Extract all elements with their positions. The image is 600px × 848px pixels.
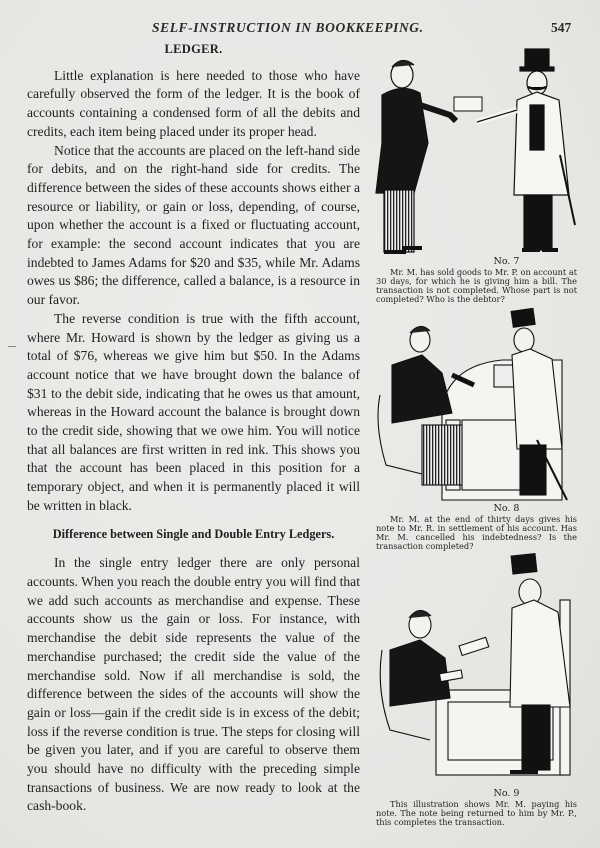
subsection-title: Difference between Single and Double Entry Ledgers. — [52, 526, 335, 541]
figure-8-illustration — [372, 305, 597, 505]
figure-9-illustration — [372, 550, 597, 785]
man-right-figure — [477, 49, 575, 250]
main-column — [27, 40, 360, 816]
figure-8-caption — [376, 504, 577, 551]
paragraph: The reverse condition is true with the fifth account, where Mr. Howard is shown by the ledger as giving us a total of $76, whereas we give him but $50. In the Adams account notice that we have brought down the balance of $31 to the debit side, indicating that he owes us that amount, whereas in the Howard account the balance is brought down to the credit side, showing that we owe him. You will notice that all balances are first written in red ink. This shows you that the account has been placed in this position for a temporary object, and when it is permanently placed it will be written in black. — [27, 310, 360, 513]
man-left-figure — [376, 60, 456, 252]
margin-mark — [8, 346, 16, 347]
check-document — [459, 637, 489, 655]
figure-number: No. 8 — [493, 503, 520, 514]
caption-text: This illustration shows Mr. M. paying his note. The note being returned to him by Mr. P., this completes the transaction. — [376, 799, 577, 827]
page-number: 547 — [551, 20, 572, 35]
caption-text: Mr. M. at the end of thirty days gives his note to Mr. R. in settlement of his account. Has Mr. M. cancelled his indebtedness? Is the transaction completed? — [376, 514, 577, 551]
section-title: LEDGER. — [164, 42, 223, 56]
caption-text: Mr. M. has sold goods to Mr. P. on account at 30 days, for which he is giving him a bill. The transaction is not completed. Whose part is not completed? Who is the debtor? — [376, 267, 577, 304]
figure-number: No. 7 — [493, 256, 520, 267]
running-title: SELF-INSTRUCTION IN BOOKKEEPING. — [152, 20, 424, 35]
figure-7-illustration — [372, 45, 597, 260]
paragraph: In the single entry ledger there are only personal accounts. When you reach the double entry you will find that we add such accounts as merchandise and expense. These accounts show us the gain or loss. For instance, with merchandise the debit side represents the value of the merchandise purchased; the credit side the value of the merchandise sold. Now if all merchandise is sold, the difference between the sides of the accounts will show the gain or loss—gain if the credit side is in excess of the debit; loss if the reverse condition is true. The steps for closing will be given you later, and if you are careful to observe them you should have no difficulty with the preceding simple transactions of business. We are now ready to look at the cash-book. — [27, 555, 360, 814]
paragraph: Notice that the accounts are placed on the left-hand side for debits, and on the right-hand side for credits. The difference between the sides of these accounts shows either a resource or liability, or gain or loss, depending, of course, upon whether the account is a fixed or fluctuating account, for example: the second account indicates that you are indebted to James Adams for $20 and $35, while Mr. Adams owes us $86; the difference, called a balance, is a resource in our favor. — [27, 142, 360, 308]
figure-9-caption — [376, 789, 577, 827]
figure-7-caption — [376, 257, 577, 304]
figure-number: No. 9 — [493, 788, 520, 799]
paragraph: Little explanation is here needed to those who have carefully observed the form of the ledger. It is the book of accounts containing a condensed form of all the debits and credits, each item being placed under its proper head. — [27, 67, 360, 139]
bill-document — [454, 97, 482, 111]
